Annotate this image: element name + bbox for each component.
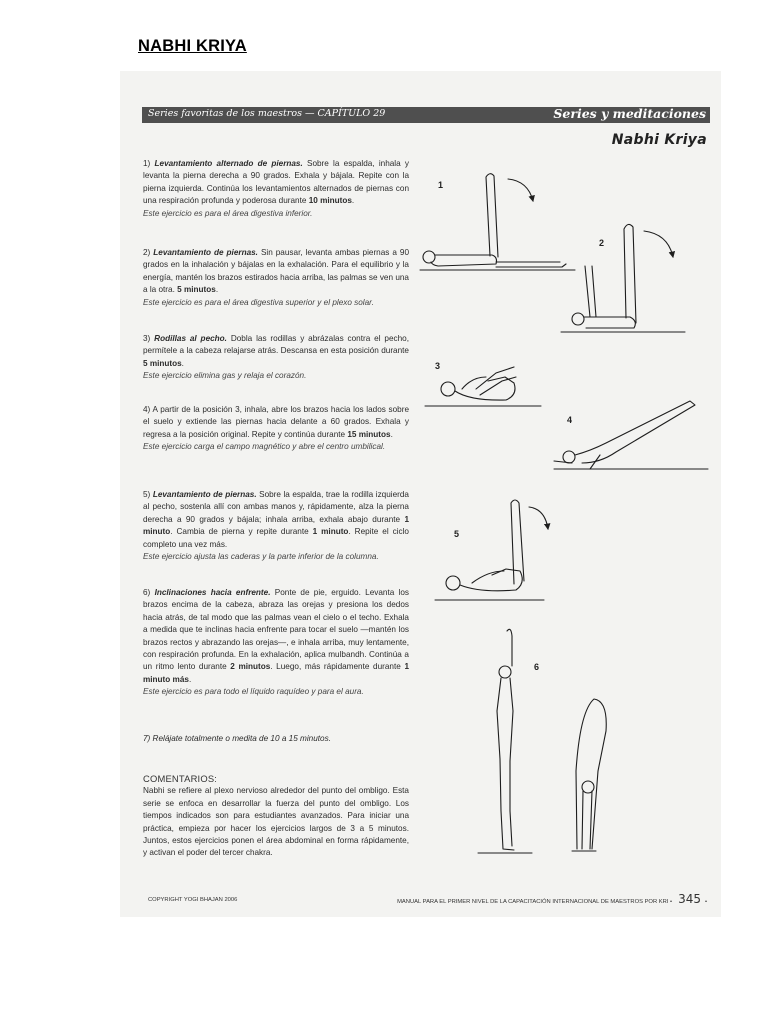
exercise-4: 4) A partir de la posición 3, inhala, abre los brazos hacia los lados sobre el suelo y extiende las piernas hacia delante a 60 grados. Exhala y regresa a la posición original. Repite y continúa durante 15 minutos. Este ejercicio carga el campo magnético y abre el centro umbilical. (143, 404, 409, 454)
figure-1-leg-raise (420, 174, 575, 270)
comments-heading: COMENTARIOS: (143, 773, 218, 784)
comments-text: Nabhi se refiere al plexo nervioso alrededor del punto del ombligo. Esta serie se enfoca en desarrollar la fuerza del punto del ombligo. Los tiempos indicados son para estudiantes avanzados. Para iniciar una práctica, empieza por hacer los ejercicios largos de 3 a 5 minutos. Juntos, estos ejercicios ponen el área abdominal en forma rápidamente, y activan el poder del tercer chakra. (143, 786, 409, 858)
figure-label-3: 3 (435, 361, 441, 371)
band-right-text: Series y meditaciones (553, 106, 706, 121)
figure-label-2: 2 (599, 238, 605, 248)
footer-manual: MANUAL PARA EL PRIMER NIVEL DE LA CAPACITACIÓN INTERNACIONAL DE MAESTROS POR KRI • 345 • (397, 892, 707, 906)
exercise-2: 2) Levantamiento de piernas. Sin pausar, levanta ambas piernas a 90 grados en la inhalación y bájalas en la exhalación. Para el equilibrio y la energía, mantén los brazos estirados hacia arriba, las palmas se ven una a la otra. 5 minutos. Este ejercicio es para el área digestiva superior y el plexo solar. (143, 247, 409, 309)
exercise-illustrations (120, 71, 721, 917)
exercise-1-note: Este ejercicio es para el área digestiva inferior. (143, 208, 313, 218)
page-number: 345 (678, 892, 701, 906)
figure-6-forward-bend (478, 629, 606, 853)
figure-label-5: 5 (454, 529, 460, 539)
exercise-7: 7) Relájate totalmente o medita de 10 a 15 minutos. (143, 734, 331, 743)
exercise-3-note: Este ejercicio elimina gas y relaja el corazón. (143, 371, 307, 381)
figure-label-4: 4 (567, 415, 573, 425)
exercise-2-note: Este ejercicio es para el área digestiva superior y el plexo solar. (143, 297, 374, 307)
exercise-5: 5) Levantamiento de piernas. Sobre la espalda, trae la rodilla izquierda al pecho, sostenla allí con ambas manos y, rápidamente, alza la pierna derecha a 90 grados y bájala; inhala arriba, exhala abajo durante 1 minuto. Cambia de pierna y repite durante 1 minuto. Repite el ciclo completo una vez más. Este ejercicio ajusta las caderas y la parte inferior de la columna. (143, 489, 409, 563)
figure-5-single-leg-with-knee (435, 500, 548, 600)
exercise-3: 3) Rodillas al pecho. Dobla las rodillas y abrázalas contra el pecho, permítele a la cabeza relajarse atrás. Descansa en esta posición durante 5 minutos. Este ejercicio elimina gas y relaja el corazón. (143, 333, 409, 383)
exercise-5-note: Este ejercicio ajusta las caderas y la parte inferior de la columna. (143, 552, 379, 562)
exercise-1: 1) Levantamiento alternado de piernas. Sobre la espalda, inhala y levanta la pierna derecha a 90 grados. Exhala y bájala. Repite con la pierna izquierda. Continúa los levantamientos alternados de piernas con una respiración profunda y poderosa durante 10 minutos. Este ejercicio es para el área digestiva inferior. (143, 158, 409, 220)
band-left-text: Series favoritas de los maestros — CAPÍTULO 29 (148, 108, 386, 119)
footer-copyright: COPYRIGHT YOGI BHAJAN 2006 (148, 897, 238, 903)
document-title: NABHI KRIYA (138, 37, 247, 55)
exercise-6: 6) Inclinaciones hacia enfrente. Ponte de pie, erguido. Levanta los brazos encima de la cabeza, abraza las orejas y presiona los dedos hacia atrás, de tal modo que las palmas vean el cielo o el techo. Exhala a medida que te inclinas hacia enfrente para tocar el suelo —mantén los brazos rectos y abrazando las orejas—, e inhala arriba, muy lentamente, con respiración profunda. En la exhalación, aplica mulbandh. Continúa a un ritmo lento durante 2 minutos. Luego, más rápidamente durante 1 minuto más. Este ejercicio es para todo el líquido raquídeo y para el aura. (143, 587, 409, 699)
figure-4-legs-60-degrees (554, 401, 708, 469)
figure-label-6: 6 (534, 662, 540, 672)
exercise-6-note: Este ejercicio es para todo el líquido raquídeo y para el aura. (143, 687, 364, 697)
scanned-page (120, 71, 721, 917)
exercise-4-note: Este ejercicio carga el campo magnético y abre el centro umbilical. (143, 442, 386, 452)
figure-label-1: 1 (438, 180, 444, 190)
kriya-title: Nabhi Kriya (611, 132, 707, 148)
figure-2-both-legs-raise (561, 224, 685, 332)
figure-3-knees-to-chest (425, 361, 541, 406)
